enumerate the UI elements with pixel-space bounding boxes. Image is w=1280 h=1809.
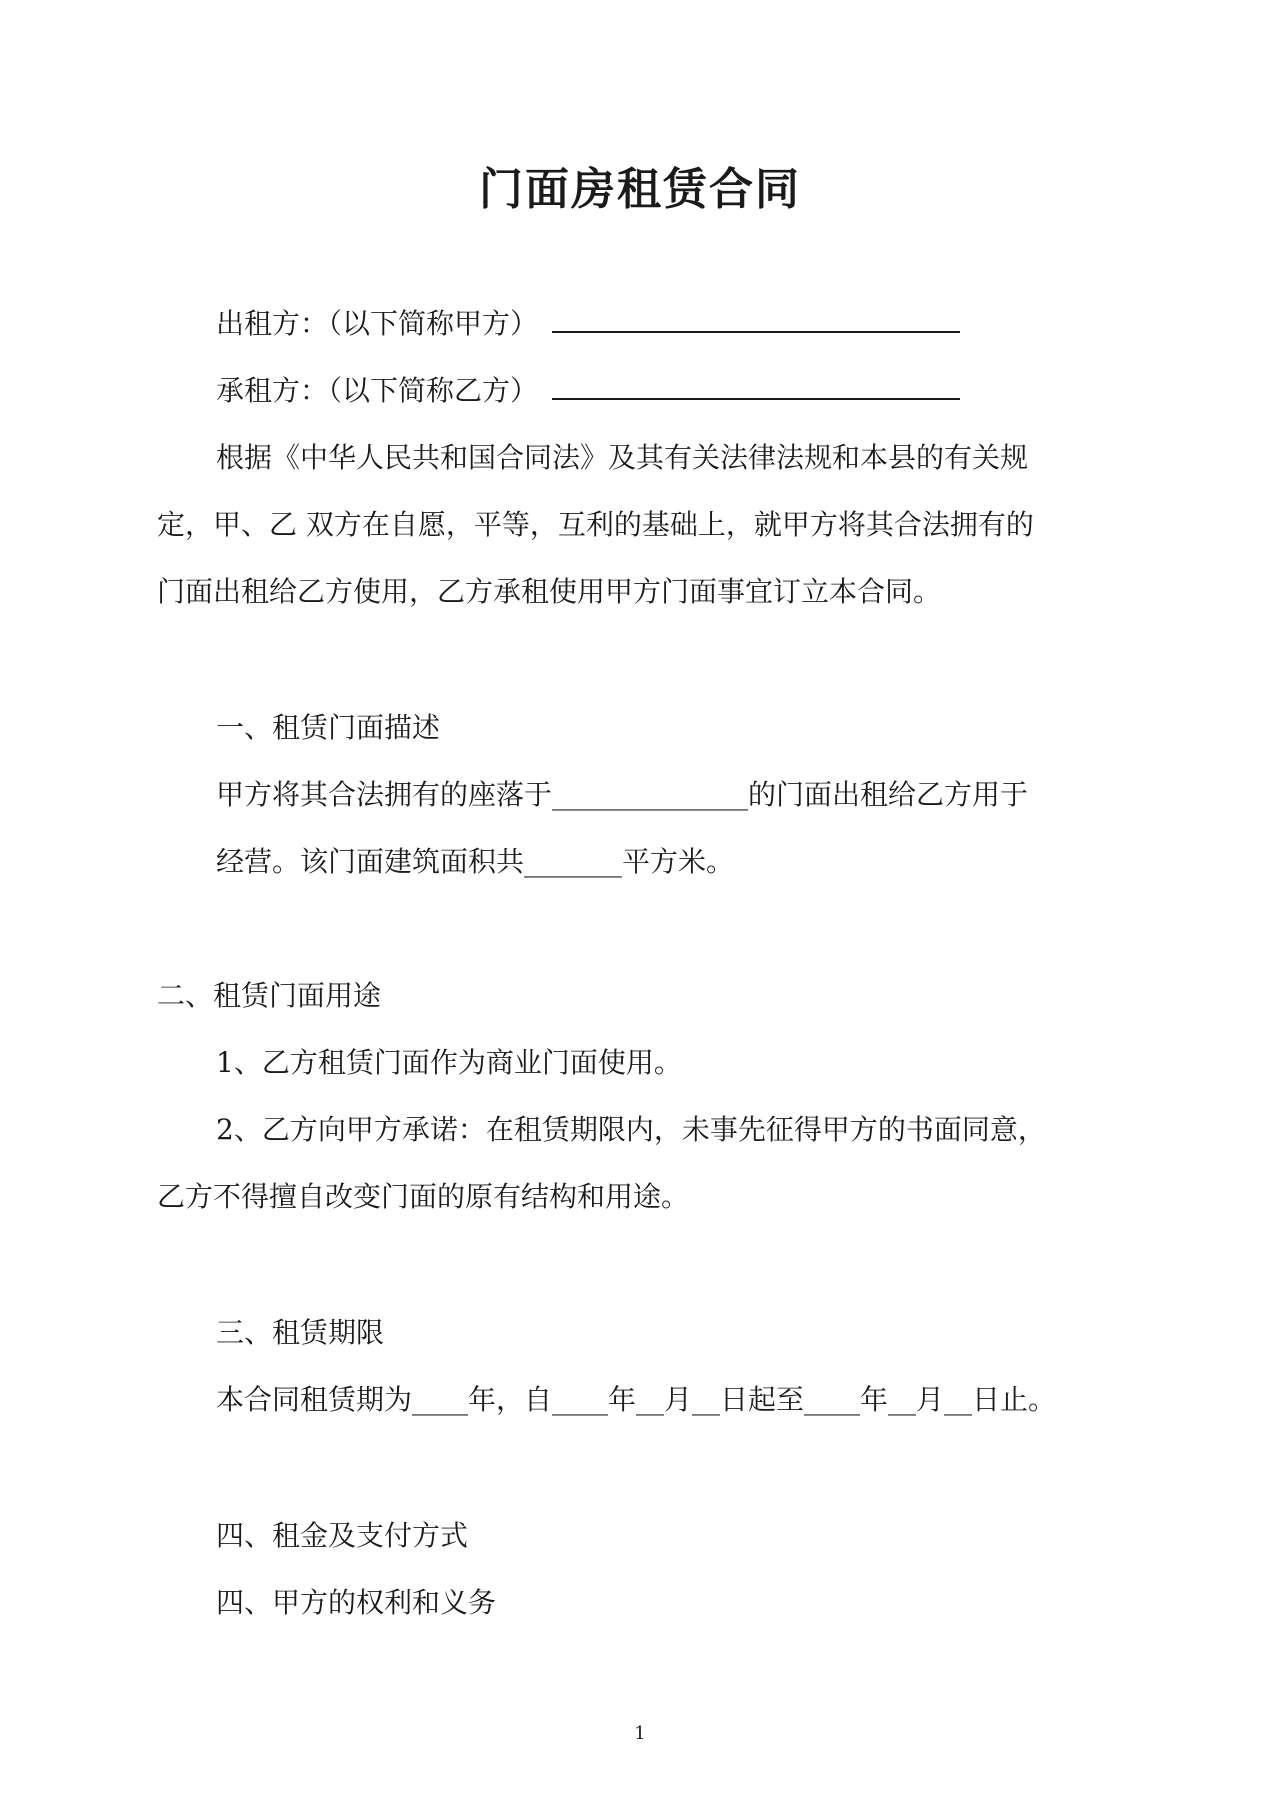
lessee-line [216,371,960,411]
section-1-heading: 一、租赁门面描述 [216,711,441,744]
document-title: 门面房租赁合同 [479,164,801,215]
section-2-item-1: 1、乙方租赁门面作为商业门面使用。 [216,1046,682,1079]
lessor-label: 出租方：（以下简称甲方） [216,307,539,340]
section-3-line-1: 本合同租赁期为____年，自____年__月__日起至____年__月__日止。 [216,1383,1057,1416]
lessee-blank [552,372,960,400]
section-3-heading: 三、租赁期限 [216,1316,385,1349]
section-1-line-2: 经营。该门面建筑面积共_______平方米。 [216,845,735,878]
intro-line-1: 根据《中华人民共和国合同法》及其有关法律法规和本县的有关规 [216,441,1029,474]
intro-line-3: 门面出租给乙方使用，乙方承租使用甲方门面事宜订立本合同。 [157,575,942,608]
lessee-label: 承租方：（以下简称乙方） [216,374,539,407]
intro-line-2: 定，甲、乙 双方在自愿，平等，互利的基础上，就甲方将其合法拥有的 [157,508,1034,541]
lessor-line [216,304,960,344]
lessor-blank [552,305,960,333]
section-2-item-2-line-1: 2、乙方向甲方承诺：在租赁期限内，未事先征得甲方的书面同意， [216,1113,1046,1146]
page-number: 1 [634,1723,646,1744]
section-2-heading: 二、租赁门面用途 [157,979,382,1012]
section-2-item-2-line-2: 乙方不得擅自改变门面的原有结构和用途。 [157,1180,690,1213]
section-1-line-1: 甲方将其合法拥有的座落于______________的门面出租给乙方用于 [216,778,1029,811]
section-4b-heading: 四、甲方的权利和义务 [216,1586,497,1619]
section-4-heading: 四、租金及支付方式 [216,1519,469,1552]
